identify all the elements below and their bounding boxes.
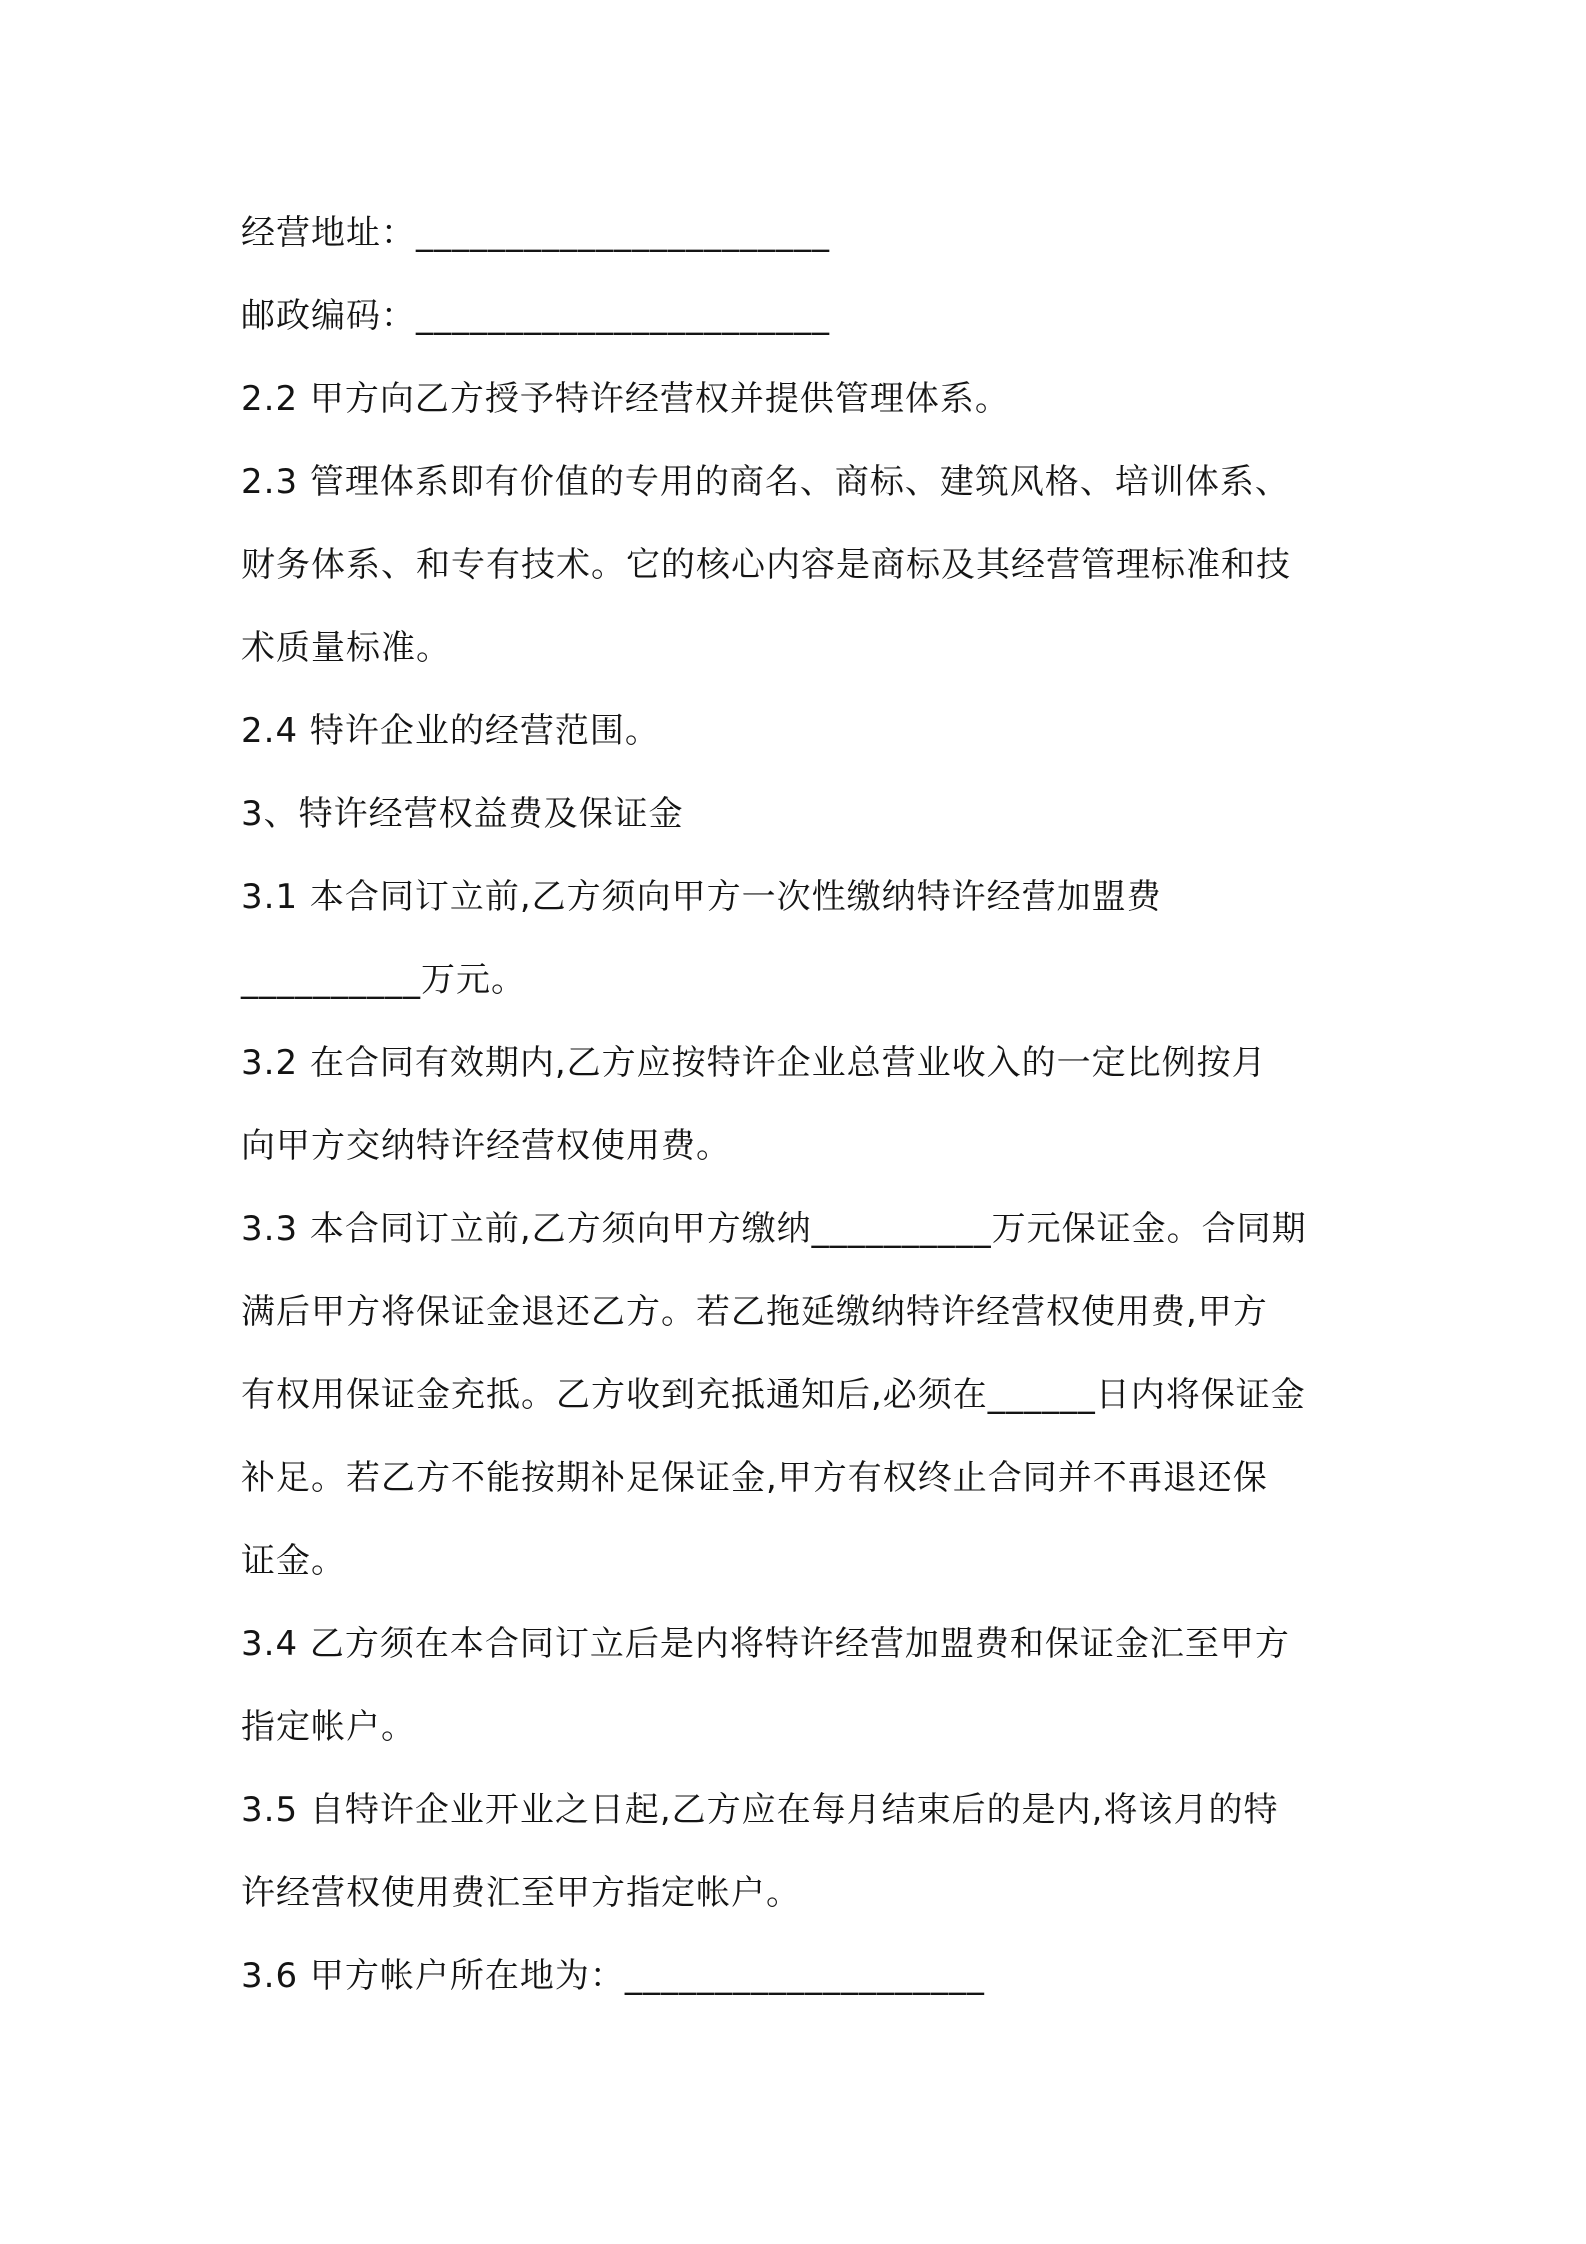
- text-line: 3.3 本合同订立前,乙方须向甲方缴纳__________万元保证金。合同期: [241, 1209, 1307, 1249]
- section-heading: 3、特许经营权益费及保证金: [241, 794, 684, 834]
- text-line: 证金。: [241, 1541, 346, 1581]
- text-line: 2.2 甲方向乙方授予特许经营权并提供管理体系。: [241, 379, 1010, 419]
- text-line: 3.4 乙方须在本合同订立后是内将特许经营加盟费和保证金汇至甲方: [241, 1624, 1290, 1664]
- text-line: __________万元。: [241, 960, 526, 1000]
- text-line: 2.4 特许企业的经营范围。: [241, 711, 660, 751]
- text-line: 向甲方交纳特许经营权使用费。: [241, 1126, 731, 1166]
- text-line: 3.2 在合同有效期内,乙方应按特许企业总营业收入的一定比例按月: [241, 1043, 1267, 1083]
- text-line: 指定帐户。: [241, 1707, 416, 1747]
- text-line: 补足。若乙方不能按期补足保证金,甲方有权终止合同并不再退还保: [241, 1458, 1268, 1498]
- text-line: 经营地址：_______________________: [241, 213, 830, 253]
- document-body: [241, 192, 1361, 2018]
- text-line: 3.1 本合同订立前,乙方须向甲方一次性缴纳特许经营加盟费: [241, 877, 1162, 917]
- text-line: 术质量标准。: [241, 628, 451, 668]
- text-line: 有权用保证金充抵。乙方收到充抵通知后,必须在______日内将保证金: [241, 1375, 1306, 1415]
- text-line: 2.3 管理体系即有价值的专用的商名、商标、建筑风格、培训体系、: [241, 462, 1290, 502]
- text-line: 3.5 自特许企业开业之日起,乙方应在每月结束后的是内,将该月的特: [241, 1790, 1279, 1830]
- text-line: 邮政编码：_______________________: [241, 296, 830, 336]
- text-line: 满后甲方将保证金退还乙方。若乙拖延缴纳特许经营权使用费,甲方: [241, 1292, 1268, 1332]
- text-line: 财务体系、和专有技术。它的核心内容是商标及其经营管理标准和技: [241, 545, 1291, 585]
- text-line: 许经营权使用费汇至甲方指定帐户。: [241, 1873, 801, 1913]
- text-line: 3.6 甲方帐户所在地为：____________________: [241, 1956, 985, 1996]
